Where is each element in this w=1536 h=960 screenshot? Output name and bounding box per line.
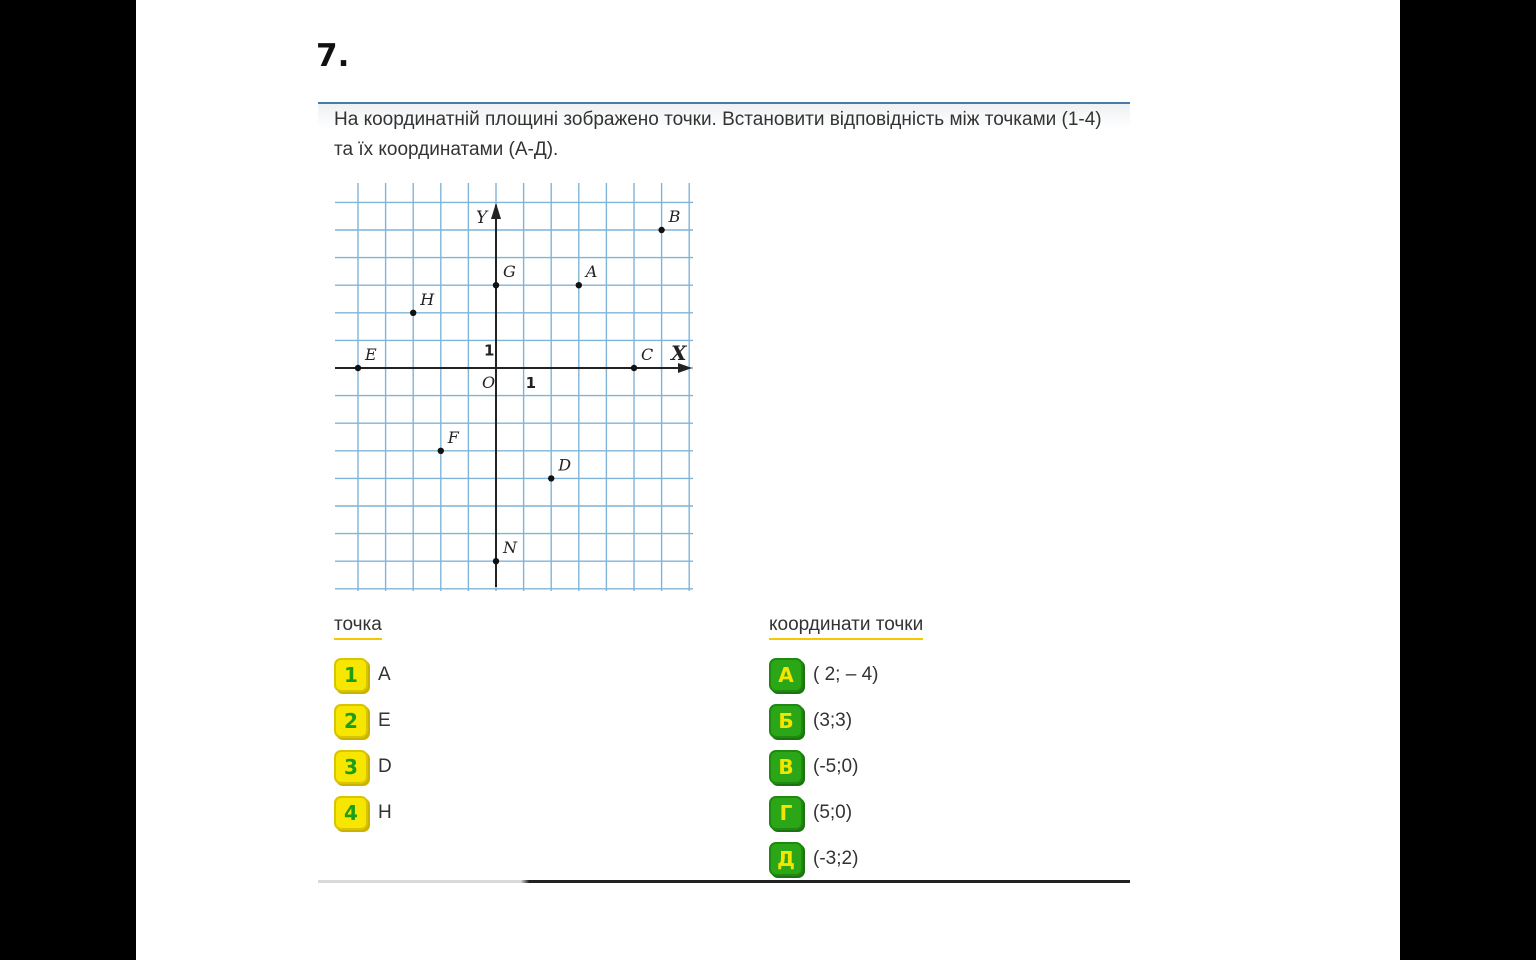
coordinate-plane-svg [335, 183, 693, 591]
x-axis-label: X [671, 341, 687, 365]
point-a-label: A [585, 262, 598, 282]
page [136, 0, 1400, 960]
point-d-label: D [558, 455, 572, 475]
option-text: ( 2; – 4) [813, 664, 879, 685]
coordinate-plane-figure [335, 183, 693, 591]
option-badge: В [769, 750, 803, 784]
option-badge: 2 [334, 704, 368, 738]
option-text: E [378, 710, 391, 731]
point-b-label: B [668, 207, 681, 226]
option-badge: Б [769, 704, 803, 738]
point-h-dot [410, 310, 416, 316]
coordinates-column-heading: координати точки [769, 614, 923, 640]
unit-y-label: 1 [484, 341, 495, 360]
option-text: (3;3) [813, 710, 853, 731]
origin-label: O [482, 373, 496, 392]
point-option-4[interactable] [334, 795, 392, 831]
point-f-label: F [447, 427, 459, 447]
y-axis-arrow-icon [491, 203, 501, 219]
option-text: A [378, 664, 391, 685]
option-text: H [378, 802, 392, 823]
point-g-dot [493, 282, 499, 288]
point-f-dot [438, 448, 444, 454]
point-option-1[interactable] [334, 657, 391, 693]
option-badge: 1 [334, 658, 368, 692]
option-badge: 3 [334, 750, 368, 784]
option-text: (-5;0) [813, 756, 859, 777]
coordinate-option-g[interactable] [769, 795, 852, 831]
unit-x-label: 1 [525, 374, 537, 392]
point-d-dot [548, 475, 554, 481]
point-option-3[interactable] [334, 749, 392, 785]
coordinate-option-v[interactable] [769, 749, 858, 785]
option-text: (5;0) [813, 802, 853, 823]
coordinate-option-b[interactable] [769, 703, 852, 739]
point-c-label: C [641, 345, 654, 364]
question-bottom-border [318, 880, 1130, 883]
coordinate-option-d[interactable] [769, 841, 858, 877]
point-e-label: E [365, 345, 377, 364]
point-b-dot [658, 227, 664, 233]
option-badge: Д [769, 842, 803, 876]
question-text: На координатній площині зображено точки. Встановити відповідність між точками (1-4) та їх координатами (А-Д). [334, 109, 1102, 160]
option-text: (-3;2) [813, 848, 859, 869]
y-axis-label: Y [476, 208, 488, 228]
point-column-heading: точка [334, 614, 382, 640]
option-text: D [378, 756, 392, 777]
point-c-dot [631, 365, 637, 371]
point-n-label: N [503, 538, 517, 558]
point-h-label: H [420, 289, 435, 309]
point-g-label: G [503, 262, 516, 282]
grid-lines [335, 183, 693, 591]
point-n-dot [493, 558, 499, 564]
plotted-points [355, 207, 681, 564]
point-option-2[interactable] [334, 703, 391, 739]
option-badge: Г [769, 796, 803, 830]
option-badge: А [769, 658, 803, 692]
point-a-dot [576, 282, 582, 288]
question-number: 7. [316, 38, 350, 74]
coordinate-option-a[interactable] [769, 657, 878, 693]
point-e-dot [355, 365, 361, 371]
option-badge: 4 [334, 796, 368, 830]
